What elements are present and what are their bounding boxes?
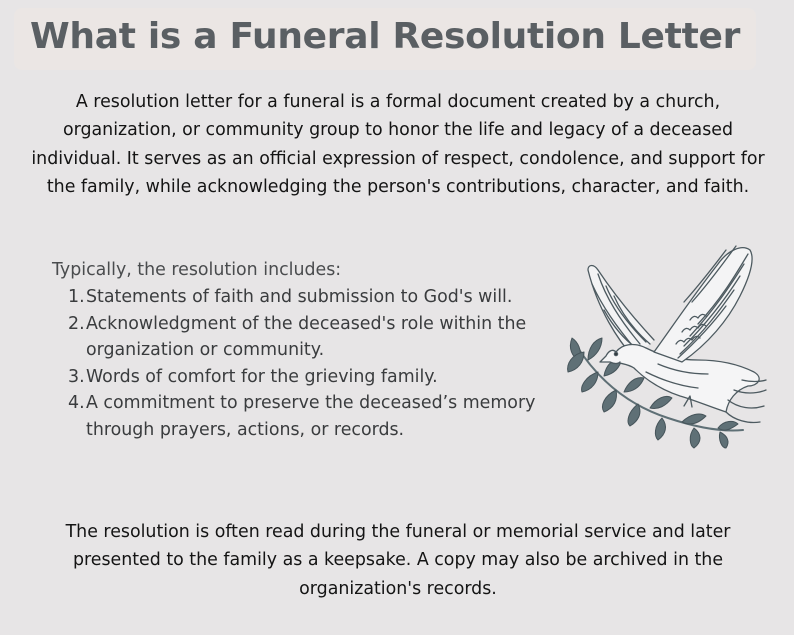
title-banner [14, 8, 756, 70]
intro-paragraph: A resolution letter for a funeral is a formal document created by a church, organization, or community group to honor the life and legacy of a deceased individual. It serves as an official expression of respect, condolence, and support for the family, while acknowledging the person's contributions, character, and faith. [31, 92, 765, 197]
list-item-text: Statements of faith and submission to God's will. [86, 287, 513, 307]
list-item [68, 390, 558, 443]
dove-with-olive-branch-icon [558, 240, 770, 466]
list-item-number: 3. [68, 366, 85, 387]
list-item [68, 364, 558, 391]
page-title: What is a Funeral Resolution Letter [30, 16, 741, 57]
list-item-number: 4. [68, 393, 85, 413]
closing-paragraph: The resolution is often read during the funeral or memorial service and later presented to the family as a keepsake. A copy may also be archived in the organization's records. [65, 522, 731, 599]
list-item-number: 1. [68, 287, 85, 307]
dove-illustration [558, 240, 770, 466]
list-item [68, 284, 558, 311]
list-item-number: 2. [68, 313, 85, 334]
includes-list [68, 284, 558, 443]
includes-heading: Typically, the resolution includes: [52, 260, 342, 280]
list-item-text: A commitment to preserve the deceased’s memory through prayers, actions, or records. [86, 393, 536, 440]
list-item [68, 311, 558, 364]
list-item-text: Acknowledgment of the deceased's role within the organization or community. [86, 313, 527, 360]
list-item-text: Words of comfort for the grieving family. [86, 366, 438, 387]
